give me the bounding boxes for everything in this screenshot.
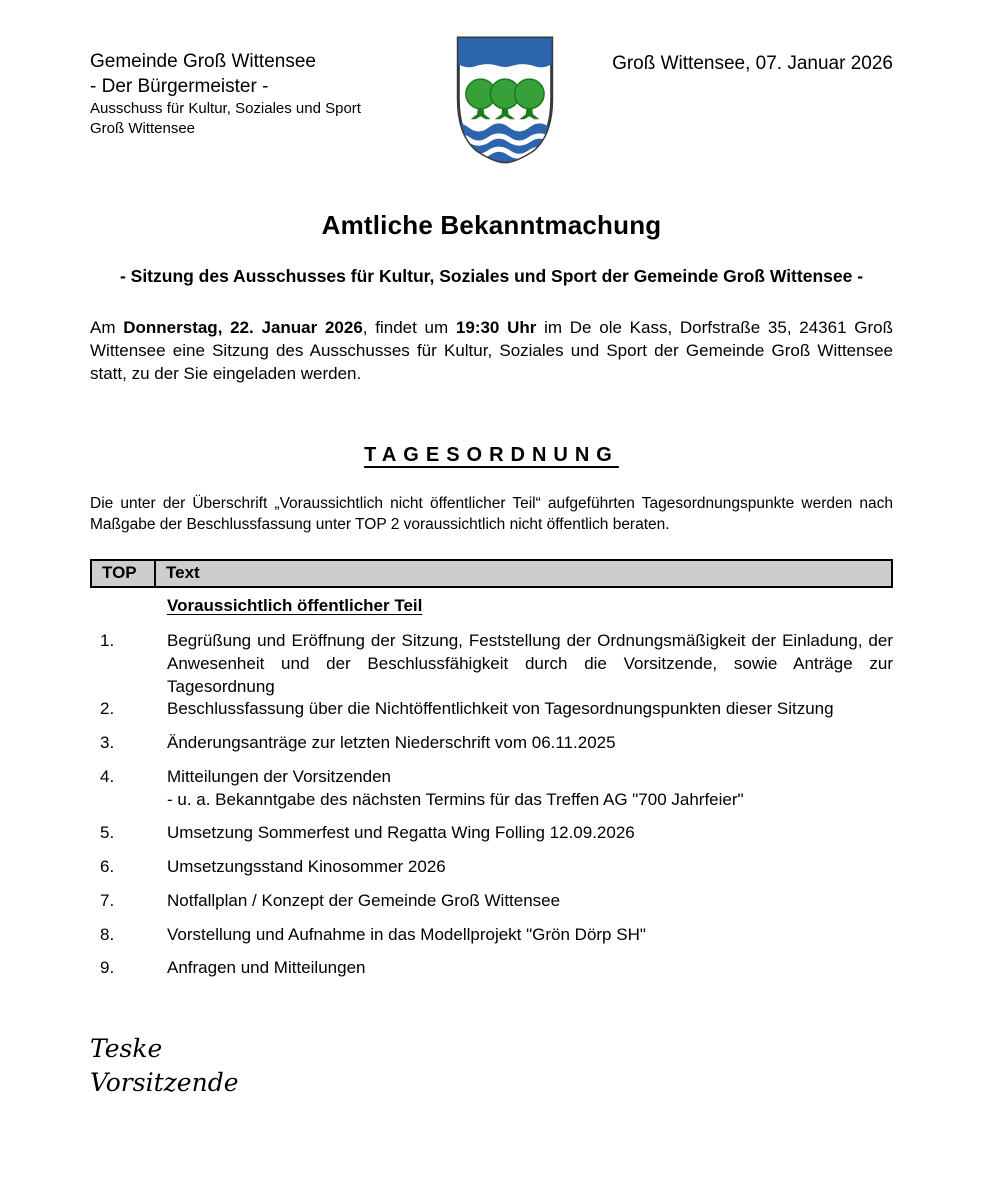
agenda-item-text	[167, 732, 893, 755]
intro-text: , findet um	[362, 317, 456, 337]
agenda-item-number: 7.	[100, 890, 115, 910]
agenda-item	[90, 766, 893, 812]
agenda-item	[90, 732, 893, 755]
agenda-item-text	[167, 856, 893, 879]
agenda-items-list	[90, 630, 893, 980]
sender-committee: Ausschuss für Kultur, Soziales und Sport	[90, 100, 361, 118]
column-header-text: Text	[166, 563, 200, 583]
agenda-item	[90, 957, 893, 980]
document-title: Amtliche Bekanntmachung	[321, 210, 662, 240]
intro-text: Am	[90, 317, 124, 337]
agenda-item-main-text: Begrüßung und Eröffnung der Sitzung, Feststellung der Ordnungsmäßigkeit der Einladung, der Anwesenheit und der Beschlussfähigkeit durch die Vorsitzende, sowie Anträge zur Tagesordnung	[167, 631, 893, 696]
agenda-section-row	[90, 596, 893, 616]
document-subtitle: - Sitzung des Ausschusses für Kultur, Soziales und Sport der Gemeinde Groß Wittensee -	[119, 266, 864, 286]
sender-place: Groß Wittensee	[90, 119, 196, 137]
agenda-item-main-text: Umsetzung Sommerfest und Regatta Wing Folling 12.09.2026	[167, 823, 635, 843]
agenda-item-text	[167, 766, 893, 812]
agenda-item-text	[167, 890, 893, 913]
agenda-item-number: 9.	[100, 958, 115, 978]
intro-text: im De ole Kass, Dorfstraße 35, 24361 Groß Wittensee eine Sitzung des Ausschusses für Kultur, Soziales und Sport der Gemeinde Groß Wittensee statt, zu der Sie eingeladen werden.	[90, 317, 893, 384]
agenda-heading: TAGESORDNUNG	[364, 443, 619, 466]
agenda-item	[90, 822, 893, 845]
agenda-section-heading: Voraussichtlich öffentlicher Teil	[167, 596, 423, 616]
agenda-item-text	[167, 957, 893, 980]
agenda-item-text	[167, 822, 893, 845]
agenda-item	[90, 630, 893, 698]
non-public-note: Die unter der Überschrift „Voraussichtlich nicht öffentlicher Teil“ aufgeführten Tagesordnungspunkte werden nach Maßgabe der Beschlussfassung unter TOP 2 voraussichtlich nicht öffentlich beraten.	[90, 494, 893, 533]
agenda-item-sub-text: - u. a. Bekanntgabe des nächsten Termins für das Treffen AG "700 Jahrfeier"	[167, 789, 744, 809]
agenda-item-text	[167, 924, 893, 947]
meeting-date: Donnerstag, 22. Januar 2026	[123, 317, 363, 337]
agenda-item	[90, 890, 893, 913]
agenda-item-main-text: Umsetzungsstand Kinosommer 2026	[167, 857, 446, 877]
agenda-item-text	[167, 698, 893, 721]
agenda-table-header	[90, 559, 893, 588]
agenda-item-number: 6.	[100, 857, 115, 877]
agenda-item-number: 4.	[100, 766, 115, 786]
agenda-item-main-text: Anfragen und Mitteilungen	[167, 958, 366, 978]
letterhead	[90, 50, 893, 190]
agenda-item	[90, 924, 893, 947]
agenda-item-text	[167, 630, 893, 698]
agenda-section-number-spacer	[90, 596, 167, 616]
column-header-top: TOP	[92, 561, 156, 586]
signature-block	[90, 1032, 893, 1100]
invitation-paragraph	[90, 316, 893, 386]
place-and-date: Groß Wittensee, 07. Januar 2026	[612, 53, 893, 74]
agenda-item-main-text: Notfallplan / Konzept der Gemeinde Groß Wittensee	[167, 890, 561, 910]
agenda-table	[90, 559, 893, 980]
agenda-item-main-text: Beschlussfassung über die Nichtöffentlichkeit von Tagesordnungspunkten dieser Sitzung	[167, 699, 834, 719]
signature-role: Vorsitzende	[90, 1068, 239, 1097]
agenda-item-main-text: Änderungsanträge zur letzten Niederschrift vom 06.11.2025	[167, 733, 616, 753]
agenda-item-number: 5.	[100, 823, 115, 843]
agenda-item	[90, 698, 893, 721]
sender-municipality: Gemeinde Groß Wittensee	[90, 51, 316, 72]
signature-name: Teske	[90, 1034, 163, 1064]
agenda-item-main-text: Vorstellung und Aufnahme in das Modellprojekt "Grön Dörp SH"	[167, 924, 646, 944]
agenda-item-number: 8.	[100, 924, 115, 944]
meeting-time: 19:30 Uhr	[455, 317, 537, 337]
agenda-item-main-text: Mitteilungen der Vorsitzenden	[167, 766, 391, 786]
agenda-item-number: 2.	[100, 699, 115, 719]
coat-of-arms-icon	[454, 34, 556, 168]
sender-mayor: - Der Bürgermeister -	[90, 75, 269, 97]
agenda-item-number: 1.	[100, 631, 115, 651]
agenda-item-number: 3.	[100, 733, 115, 753]
agenda-item	[90, 856, 893, 879]
